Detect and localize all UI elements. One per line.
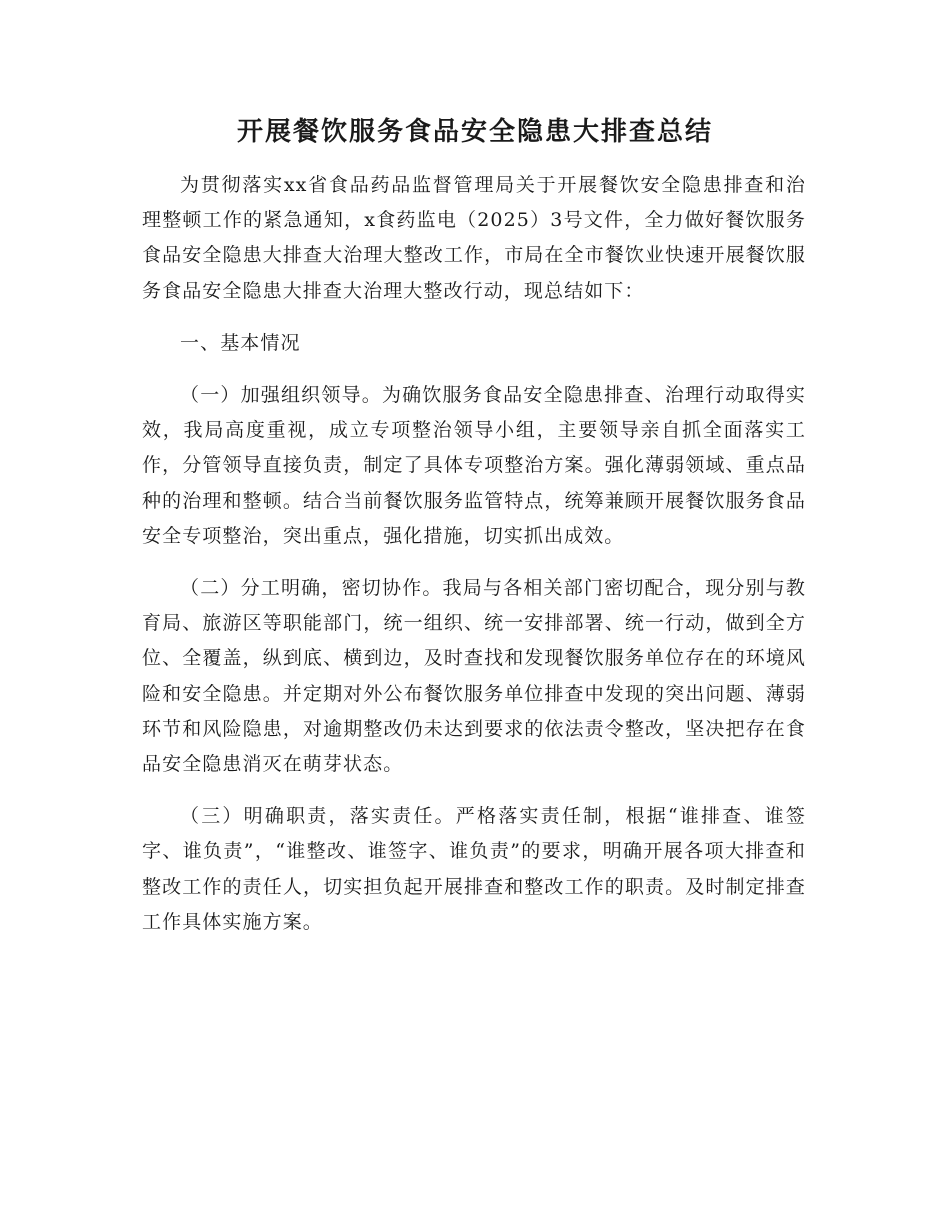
section-heading-basic-situation: 一、基本情况 <box>180 331 301 354</box>
document-title: 开展餐饮服务食品安全隐患大排查总结 <box>236 117 713 147</box>
paragraph-responsibilities: （三）明确职责，落实责任。严格落实责任制，根据“谁排查、谁签字、谁负责”，“谁整改、谁签字、谁负责”的要求，明确开展各项大排查和整改工作的责任人，切实担负起开展排查和整改工作的职责。及时制定排查工作具体实施方案。 <box>142 805 806 933</box>
paragraph-organization-leadership: （一）加强组织领导。为确饮服务食品安全隐患排查、治理行动取得实效，我局高度重视，成立专项整治领导小组，主要领导亲自抓全面落实工作，分管领导直接负责，制定了具体专项整治方案。强化薄弱领域、重点品种的治理和整顿。结合当前餐饮服务监管特点，统筹兼顾开展餐饮服务食品安全专项整治，突出重点，强化措施，切实抓出成效。 <box>142 384 806 547</box>
intro-paragraph: 为贯彻落实xx省食品药品监督管理局关于开展餐饮安全隐患排查和治理整顿工作的紧急通知，x食药监电（2025）3号文件，全力做好餐饮服务食品安全隐患大排查大治理大整改工作，市局在全市餐饮业快速开展餐饮服务食品安全隐患大排查大治理大整改行动，现总结如下： <box>142 174 806 302</box>
document-body <box>142 168 806 940</box>
paragraph-division-of-labor: （二）分工明确，密切协作。我局与各相关部门密切配合，现分别与教育局、旅游区等职能部门，统一组织、统一安排部署、统一行动，做到全方位、全覆盖，纵到底、横到边，及时查找和发现餐饮服务单位存在的环境风险和安全隐患。并定期对外公布餐饮服务单位排查中发现的突出问题、薄弱环节和风险隐患，对逾期整改仍未达到要求的依法责令整改，坚决把存在食品安全隐患消灭在萌芽状态。 <box>142 577 806 776</box>
